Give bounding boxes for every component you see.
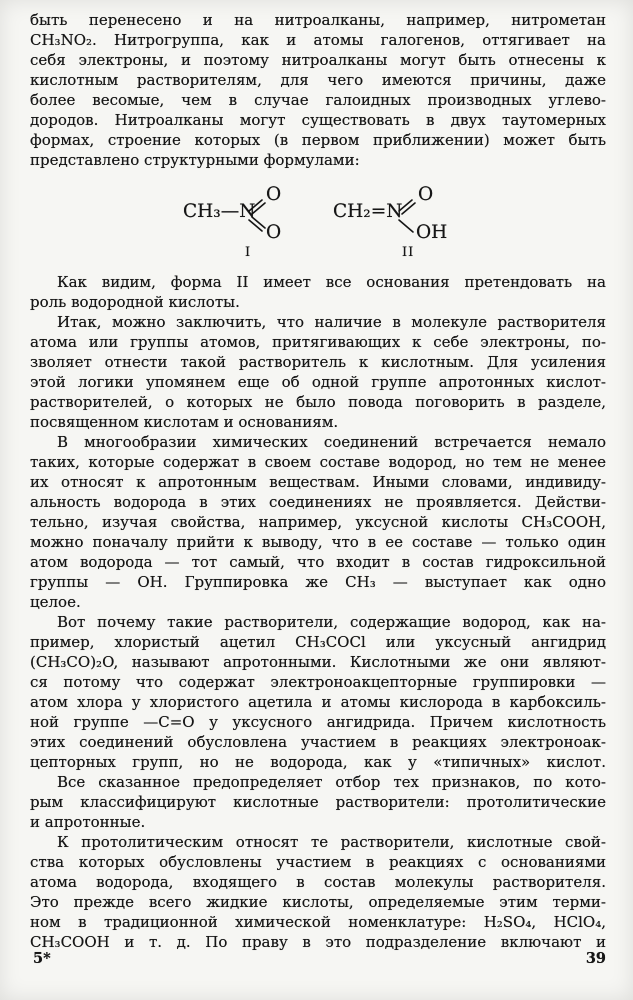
- text-line: зволяет отнести такой растворитель к кислотным. Для усиления: [30, 353, 606, 371]
- formula-structure2-label: II: [402, 245, 415, 260]
- paragraph-1: [30, 10, 606, 170]
- text-line: (CH₃CO)₂O, называют апротонными. Кислотными же они являют-: [30, 653, 606, 671]
- paragraph-3: [30, 312, 606, 432]
- text-line: ной группе —C=O у уксусного ангидрида. Причем кислотность: [30, 713, 606, 731]
- text-line: атома или группы атомов, притягивающих к себе электроны, по-: [30, 333, 606, 351]
- formula-structure2-group: CH₂=N: [333, 201, 403, 222]
- text-line: можно поначалу прийти к выводу, что в ее составе — только один: [30, 533, 606, 551]
- text-line: атома водорода, входящего в состав молекулы растворителя.: [30, 873, 606, 891]
- text-line: ся потому что содержат электроноакцепторные группировки —: [30, 673, 606, 691]
- text-line: В многообразии химических соединений встречается немало: [57, 433, 606, 451]
- text-line: посвященном кислотам и основаниям.: [30, 413, 339, 431]
- formula-structure1-oxygen-bottom: O: [266, 222, 282, 243]
- text-line: альность водорода в этих соединениях не проявляется. Действи-: [30, 493, 606, 511]
- text-line: их относят к апротонным веществам. Иными словами, индивиду-: [30, 473, 606, 491]
- text-line: более весомые, чем в случае галоидных производных углево-: [30, 91, 606, 109]
- text-line: быть перенесено и на нитроалканы, например, нитрометан: [30, 11, 606, 29]
- text-line: роль водородной кислоты.: [30, 293, 240, 311]
- formula-structure1-label: I: [245, 245, 252, 260]
- text-line: этой логики упомянем еще об одной группе апротонных кислот-: [30, 373, 606, 391]
- text-line: таких, которые содержат в своем составе водород, но тем не менее: [30, 453, 606, 471]
- paragraph-5: [30, 612, 606, 772]
- text-line: ном в традиционной химической номенклатуре: H₂SO₄, HClO₄,: [30, 913, 606, 931]
- text-line: цепторных групп, но не водорода, как у «типичных» кислот.: [30, 753, 606, 771]
- text-line: Как видим, форма II имеет все основания претендовать на: [57, 273, 606, 291]
- bond-lines-diagram: [30, 170, 606, 272]
- text-line: формах, строение которых (в первом приближении) может быть: [30, 131, 606, 149]
- formula-structure2-oxygen-top: O: [418, 184, 434, 205]
- text-line: Это прежде всего жидкие кислоты, определяемые этим терми-: [30, 893, 606, 911]
- text-line: представлено структурными формулами:: [30, 151, 360, 169]
- text-block: [30, 10, 606, 952]
- text-line: растворителей, о которых не было повода поговорить в разделе,: [30, 393, 606, 411]
- text-line: себя электроны, и поэтому нитроалканы могут быть отнесены к: [30, 51, 606, 69]
- text-line: ства которых обусловлены участием в реакциях с основаниями: [30, 853, 606, 871]
- text-line: Вот почему такие растворители, содержащие водород, как на-: [57, 613, 606, 631]
- double-bond-icon: [402, 203, 415, 214]
- paragraph-7: [30, 832, 606, 952]
- text-line: дородов. Нитроалканы могут существовать в двух таутомерных: [30, 111, 606, 129]
- formula-structure1-group: CH₃—N: [183, 201, 256, 222]
- text-line: атом водорода — тот самый, что входит в состав гидроксильной: [30, 553, 606, 571]
- chemical-formulas: [30, 170, 606, 272]
- signature-mark: 5*: [33, 950, 51, 967]
- paragraph-6: [30, 772, 606, 832]
- text-line: атом хлора у хлористого ацетила и атомы кислорода в карбоксиль-: [30, 693, 606, 711]
- text-line: и апротонные.: [30, 813, 146, 831]
- text-line: тельно, изучая свойства, например, уксусной кислоты CH₃COOH,: [30, 513, 606, 531]
- text-line: Итак, можно заключить, что наличие в молекуле растворителя: [57, 313, 606, 331]
- text-line: рым классифицируют кислотные растворители: протолитические: [30, 793, 606, 811]
- page-number: 39: [585, 950, 606, 967]
- text-line: Все сказанное предопределяет отбор тех признаков, по кото-: [57, 773, 606, 791]
- formula-structure1-oxygen-top: O: [266, 184, 282, 205]
- text-line: CH₃COOH и т. д. По праву в это подразделение включают и: [30, 933, 606, 951]
- text-line: CH₃NO₂. Нитрогруппа, как и атомы галогенов, оттягивает на: [30, 31, 606, 49]
- text-line: кислотным растворителям, для чего имеются причины, даже: [30, 71, 606, 89]
- paragraph-4: [30, 432, 606, 612]
- text-line: группы — OH. Группировка же CH₃ — выступает как одно: [30, 573, 606, 591]
- text-line: этих соединений обусловлена участием в реакциях электроноак-: [30, 733, 606, 751]
- paragraph-2: [30, 272, 606, 312]
- text-line: К протолитическим относят те растворители, кислотные свой-: [57, 833, 606, 851]
- text-line: целое.: [30, 593, 81, 611]
- formula-structure2-hydroxyl: OH: [416, 222, 448, 243]
- text-line: пример, хлористый ацетил CH₃COCl или уксусный ангидрид: [30, 633, 606, 651]
